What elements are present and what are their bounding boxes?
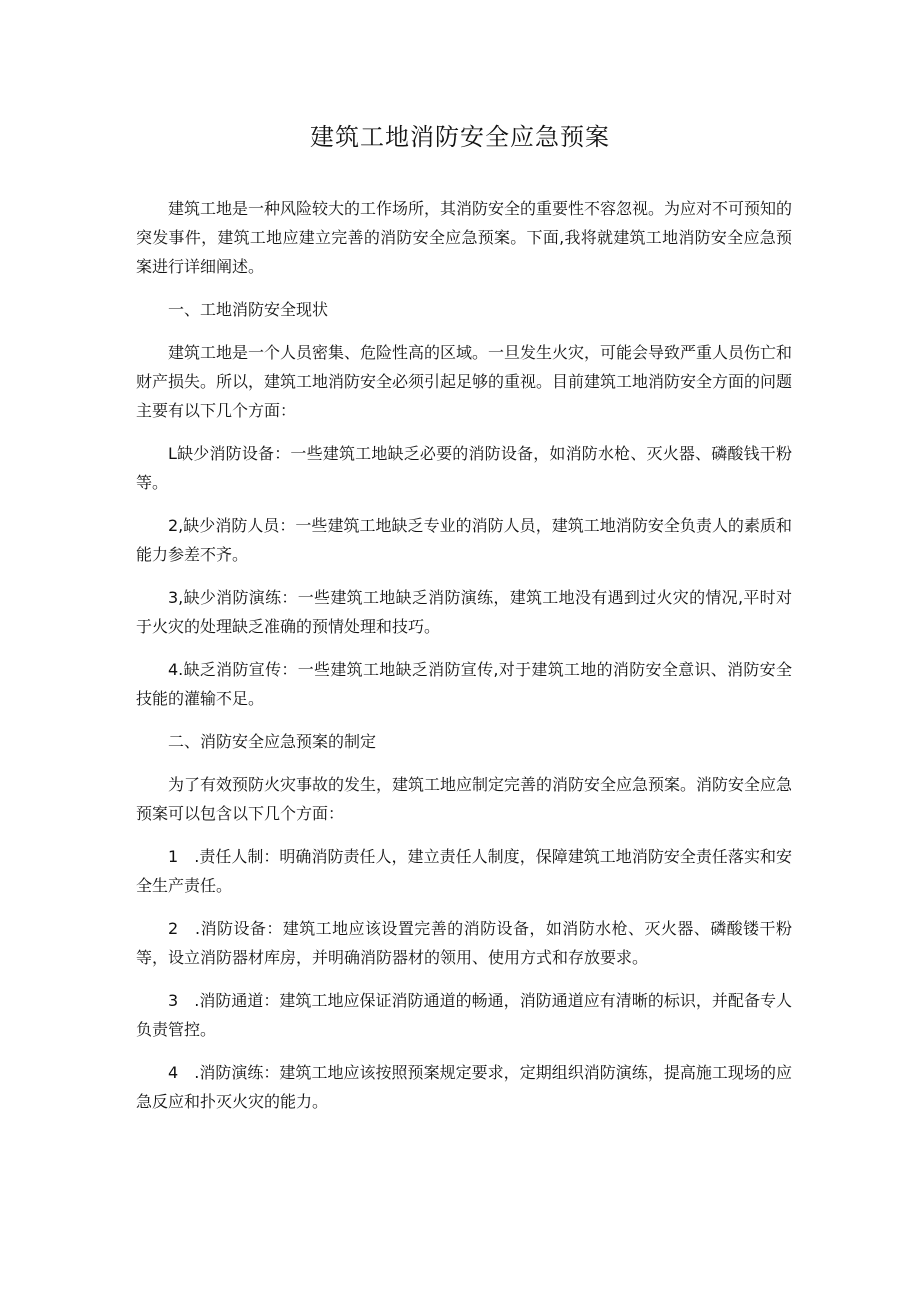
list-item: 4 .消防演练：建筑工地应该按照预案规定要求，定期组织消防演练，提高施工现场的应急反应和扑灭火灾的能力。 (136, 1063, 792, 1111)
list-item: 3 .消防通道：建筑工地应保证消防通道的畅通，消防通道应有清晰的标识，并配备专人负责管控。 (136, 991, 792, 1039)
intro-paragraph: 建筑工地是一种风险较大的工作场所，其消防安全的重要性不容忽视。为应对不可预知的突发事件，建筑工地应建立完善的消防安全应急预案。下面,我将就建筑工地消防安全应急预案进行详细阐述。 (136, 199, 793, 276)
document-title: 建筑工地消防安全应急预案 (310, 123, 610, 151)
section-heading-2: 二、消防安全应急预案的制定 (168, 732, 377, 751)
section-1-paragraph: 建筑工地是一个人员密集、危险性高的区域。一旦发生火灾，可能会导致严重人员伤亡和财产损失。所以，建筑工地消防安全必须引起足够的重视。目前建筑工地消防安全方面的问题主要有以下几个方面： (136, 343, 793, 420)
list-item: 3,缺少消防演练：一些建筑工地缺乏消防演练，建筑工地没有遇到过火灾的情况,平时对于火灾的处理缺乏准确的预情处理和技巧。 (136, 588, 792, 636)
section-2-paragraph: 为了有效预防火灾事故的发生，建筑工地应制定完善的消防安全应急预案。消防安全应急预案可以包含以下几个方面： (136, 775, 793, 823)
list-item: 4.缺乏消防宣传：一些建筑工地缺乏消防宣传,对于建筑工地的消防安全意识、消防安全技能的灌输不足。 (136, 660, 792, 708)
list-item: 2,缺少消防人员：一些建筑工地缺乏专业的消防人员，建筑工地消防安全负责人的素质和能力参差不齐。 (136, 516, 792, 564)
section-heading-1: 一、工地消防安全现状 (168, 300, 329, 319)
list-item: 2 .消防设备：建筑工地应该设置完善的消防设备，如消防水枪、灭火器、磷酸镂干粉等，设立消防器材库房，并明确消防器材的领用、使用方式和存放要求。 (136, 919, 792, 967)
list-item: L缺少消防设备：一些建筑工地缺乏必要的消防设备，如消防水枪、灭火器、磷酸钱干粉等。 (136, 444, 792, 492)
document-body (136, 194, 792, 1130)
list-item: 1 .责任人制：明确消防责任人，建立责任人制度，保障建筑工地消防安全责任落实和安全生产责任。 (136, 847, 792, 895)
